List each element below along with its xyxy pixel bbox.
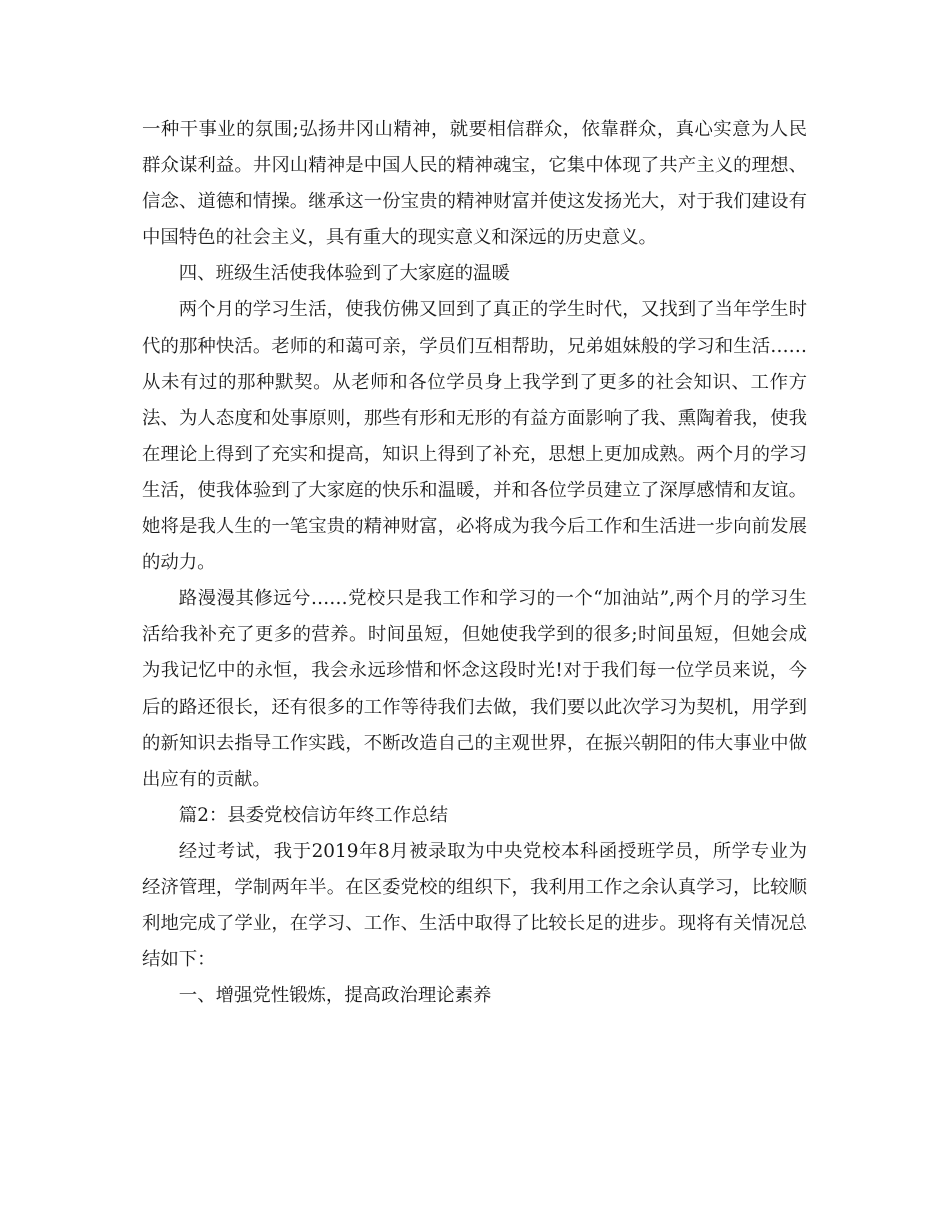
paragraph-conclusion: 路漫漫其修远兮……党校只是我工作和学习的一个“加油站”,两个月的学习生活给我补充了更多的营养。时间虽短，但她使我学到的很多;时间虽短，但她会成为我记忆中的永恒，我会永远珍惜和怀念这段时光!对于我们每一位学员来说，今后的路还很长，还有很多的工作等待我们去做，我们要以此次学习为契机，用学到的新知识去指导工作实践，不断改造自己的主观世界，在振兴朝阳的伟大事业中做出应有的贡献。 [142, 588, 807, 790]
document-page [142, 112, 807, 1014]
section-heading-4: 四、班级生活使我体验到了大家庭的温暖 [178, 263, 510, 285]
paragraph-continuation: 一种干事业的氛围;弘扬井冈山精神，就要相信群众，依靠群众，真心实意为人民群众谋利益。井冈山精神是中国人民的精神魂宝，它集中体现了共产主义的理想、信念、道德和情操。继承这一份宝贵的精神财富并使这发扬光大，对于我们建设有中国特色的社会主义，具有重大的现实意义和深远的历史意义。 [142, 119, 807, 249]
section-heading-1: 一、增强党性锻炼，提高政治理论素养 [178, 985, 492, 1007]
paragraph-class-life: 两个月的学习生活，使我仿佛又回到了真正的学生时代，又找到了当年学生时代的那种快活。老师的和蔼可亲，学员们互相帮助，兄弟姐妹般的学习和生活……从未有过的那种默契。从老师和各位学员身上我学到了更多的社会知识、工作方法、为人态度和处事原则，那些有形和无形的有益方面影响了我、熏陶着我，使我在理论上得到了充实和提高，知识上得到了补充，思想上更加成熟。两个月的学习生活，使我体验到了大家庭的快乐和温暖，并和各位学员建立了深厚感情和友谊。她将是我人生的一笔宝贵的精神财富，必将成为我今后工作和生活进一步向前发展的动力。 [142, 299, 807, 574]
article-title-2: 篇2：县委党校信访年终工作总结 [178, 804, 448, 826]
paragraph-intro: 经过考试，我于2019年8月被录取为中央党校本科函授班学员，所学专业为经济管理，学制两年半。在区委党校的组织下，我利用工作之余认真学习，比较顺利地完成了学业，在学习、工作、生活中取得了比较长足的进步。现将有关情况总结如下： [142, 840, 807, 971]
